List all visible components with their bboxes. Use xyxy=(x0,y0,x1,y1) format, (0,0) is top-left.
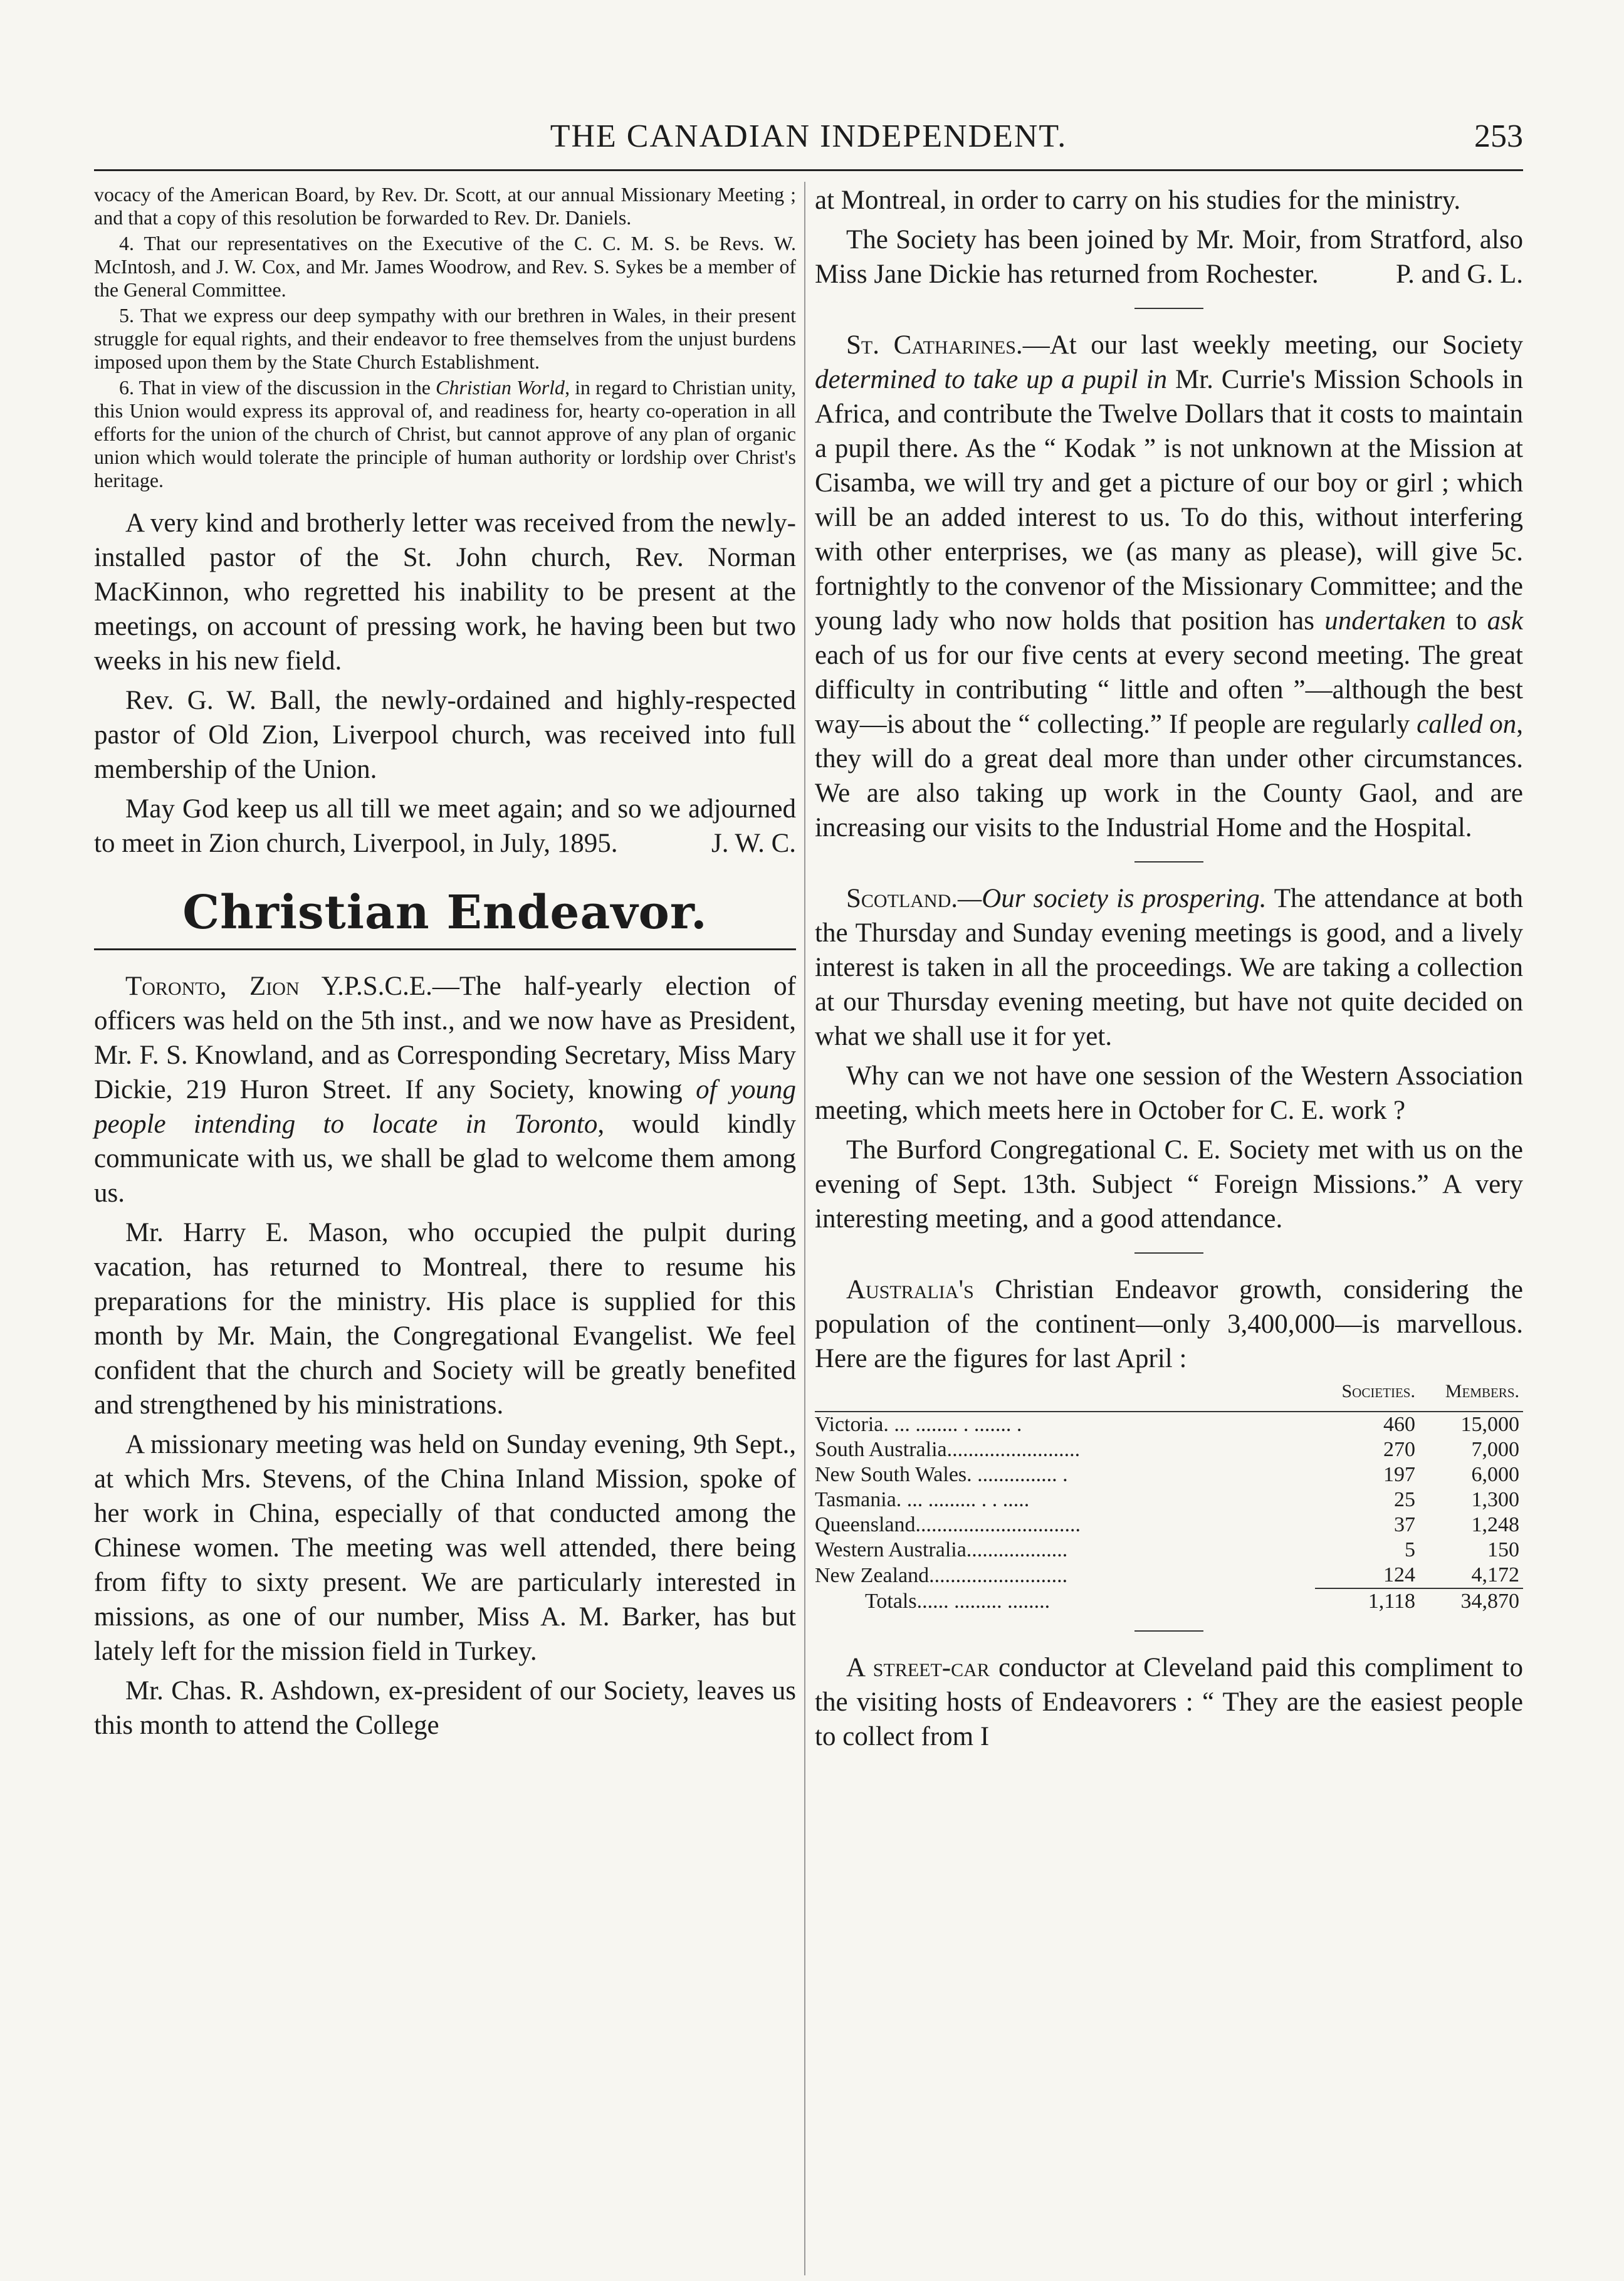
text-span: Mr. Currie's Mission Schools in Africa, and contribute the Twelve Dollars that it costs to maintain a pupil there. As the “ Kodak ” is not unknown at the Mission at Cisamba, we will try and get a picture of our boy or girl ; which will be an added interest to us. To do this, without interfering with other enterprises, we (as many as please), will give 5c. fortnightly to the convenor of the Missionary Committee; and the young lady who now holds that position has xyxy=(815,365,1523,636)
heading-rule xyxy=(94,948,796,950)
state-name: Western Australia................... xyxy=(815,1538,1068,1561)
members-count: 1,248 xyxy=(1471,1513,1519,1536)
paragraph-street-car xyxy=(815,1650,1523,1754)
table-header-row xyxy=(815,1381,1523,1412)
italic-span: called on xyxy=(1417,710,1517,739)
section-heading: Christian Endeavor. xyxy=(182,886,708,940)
table-body xyxy=(815,1412,1523,1588)
paragraph-mason: Mr. Harry E. Mason, who occupied the pulpit during vacation, has returned to Montreal, there to resume his preparations for the ministry. His place is supplied for this month by Mr. Main, the Congregational Evangelist. We feel confident that the church and Society will be greatly benefited and strengthened by his ministrations. xyxy=(94,1218,796,1420)
paragraph-moir xyxy=(815,223,1523,291)
paragraph-ashdown: Mr. Chas. R. Ashdown, ex-president of our Society, leaves us this month to attend the College xyxy=(94,1676,796,1740)
state-name: New South Wales. ............... . xyxy=(815,1463,1068,1486)
paragraph-australia xyxy=(815,1272,1523,1376)
lead-in: A street-car xyxy=(846,1653,990,1682)
italic-span: —Our society is prospering. xyxy=(958,884,1267,913)
paragraph-montreal: at Montreal, in order to carry on his studies for the ministry. xyxy=(815,186,1461,215)
text-span: Christian Endeavor growth, considering the population of the continent—only 3,400,000—is marvellous. Here are the figures for last April : xyxy=(815,1275,1523,1373)
page-header xyxy=(94,113,1523,171)
italic-span: ask xyxy=(1487,606,1523,636)
text-span: each of us for our five cents at every second meeting. The great difficulty in contributing “ little and often ”—although the best way—is about the “ collecting.” If people are regularly xyxy=(815,641,1523,739)
members-count: 15,000 xyxy=(1460,1413,1519,1436)
table-row xyxy=(815,1487,1523,1513)
text-span: 6. That in view of the discussion in the xyxy=(119,376,436,399)
paragraph-scotland xyxy=(815,881,1523,1054)
societies-count: 124 xyxy=(1383,1563,1415,1586)
text-span: , would kindly communicate with us, we shall be glad to welcome them among us. xyxy=(94,1109,796,1208)
societies-count: 37 xyxy=(1394,1513,1415,1536)
paragraph-letter: A very kind and brotherly letter was received from the newly-installed pastor of the St. John church, Rev. Norman MacKinnon, who regretted his inability to be present at the meetings, on account of pressing work, he having been but two weeks in his new field. xyxy=(94,508,796,676)
text-span: —At our last weekly meeting, our Society xyxy=(1022,330,1523,360)
state-name: South Australia......................... xyxy=(815,1438,1081,1461)
text-span: conductor at Cleveland paid this compliment to the visiting hosts of Endeavorers : “ They are the easiest people to collect from I xyxy=(815,1653,1523,1751)
running-title: THE CANADIAN INDEPENDENT. xyxy=(550,118,1067,154)
text-span: May God keep us all till we meet again; and so we adjourned to meet in Zion church, Liverpool, in July, 1895. xyxy=(94,794,796,858)
societies-count: 460 xyxy=(1383,1413,1415,1436)
societies-count: 270 xyxy=(1383,1438,1415,1461)
resolution-3-continued: vocacy of the American Board, by Rev. Dr. Scott, at our annual Missionary Meeting ; and that a copy of this resolution be forwarded to Rev. Dr. Daniels. xyxy=(94,183,796,229)
paragraph-toronto xyxy=(94,969,796,1210)
members-count: 6,000 xyxy=(1471,1463,1519,1486)
signature: J. W. C. xyxy=(711,829,796,858)
societies-count: 25 xyxy=(1394,1488,1415,1511)
section-separator xyxy=(1134,1252,1203,1254)
resolution-4: 4. That our representatives on the Executive of the C. C. M. S. be Revs. W. McIntosh, and J. W. Cox, and Mr. James Woodrow, and Rev. S. Sykes be a member of the General Committee. xyxy=(94,232,796,301)
column-divider xyxy=(804,182,805,2275)
italic-span: determined to take up a pupil in xyxy=(815,365,1168,394)
paragraph-closing xyxy=(94,792,796,861)
members-count: 150 xyxy=(1487,1538,1519,1561)
text-span: , in regard to Christian unity, this Union would express its approval of, and readiness for, hearty co-operation in all efforts for the union of the church of Christ, but cannot approve of any plan of organic union which would tolerate the principle of human authority or lordship over Christ's heritage. xyxy=(94,376,797,491)
totals-members: 34,870 xyxy=(1419,1588,1523,1614)
lead-in: St. Catharines. xyxy=(846,330,1023,360)
resolution-6 xyxy=(94,376,796,492)
state-name: New Zealand.......................... xyxy=(815,1563,1068,1587)
societies-count: 197 xyxy=(1383,1463,1415,1486)
section-separator xyxy=(1134,308,1203,309)
paragraph-western-association: Why can we not have one session of the Western Association meeting, which meets here in October for C. E. work ? xyxy=(815,1061,1523,1125)
left-column xyxy=(94,183,796,1748)
state-name: Tasmania. ... ......... . . ..... xyxy=(815,1488,1030,1511)
col-header-societies: Societies. xyxy=(1341,1381,1415,1402)
table-row xyxy=(815,1563,1523,1588)
text-span: to xyxy=(1445,606,1487,636)
members-count: 4,172 xyxy=(1471,1563,1519,1586)
table-row xyxy=(815,1538,1523,1563)
section-separator xyxy=(1134,861,1203,863)
state-name: Queensland............................... xyxy=(815,1513,1081,1536)
paragraph-missionary-meeting: A missionary meeting was held on Sunday evening, 9th Sept., at which Mrs. Stevens, of the China Inland Mission, spoke of her work in China, especially of that conducted among the Chinese women. The meeting was well attended, there being from fifty to sixty present. We are particularly interested in missions, as one of our number, Miss A. M. Barker, has but lately left for the mission field in Turkey. xyxy=(94,1430,796,1666)
italic-span: undertaken xyxy=(1324,606,1446,636)
table-row xyxy=(815,1513,1523,1538)
societies-count: 5 xyxy=(1405,1538,1415,1561)
table-header-blank xyxy=(815,1381,1315,1412)
text-span: —The half-yearly election of officers was held on the 5th inst., and we now have as President, Mr. F. S. Knowland, and as Corresponding Secretary, Miss Mary Dickie, 219 Huron Street. If any Society, knowing xyxy=(94,972,796,1104)
lead-in: Scotland. xyxy=(846,884,958,913)
members-count: 1,300 xyxy=(1471,1488,1519,1511)
members-count: 7,000 xyxy=(1471,1438,1519,1461)
lead-in: Australia's xyxy=(846,1275,974,1304)
paragraph-burford: The Burford Congregational C. E. Society met with us on the evening of Sept. 13th. Subject “ Foreign Missions.” A very interesting meeting, and a good attendance. xyxy=(815,1135,1523,1234)
table-row xyxy=(815,1412,1523,1437)
table-row xyxy=(815,1437,1523,1462)
endeavor-statistics-table xyxy=(815,1381,1523,1614)
totals-societies: 1,118 xyxy=(1315,1588,1419,1614)
paragraph-ball: Rev. G. W. Ball, the newly-ordained and highly-respected pastor of Old Zion, Liverpool church, was received into full membership of the Union. xyxy=(94,686,796,784)
totals-row xyxy=(815,1588,1523,1614)
italic-span: Christian World xyxy=(435,376,565,399)
text-span: The attendance at both the Thursday and Sunday evening meetings is good, and a lively interest is taken in all the proceedings. We are taking a collection at our Thursday evening meeting, but have not quite decided on what we shall use it for yet. xyxy=(815,884,1524,1051)
signature: P. and G. L. xyxy=(1395,260,1523,289)
paragraph-st-catharines xyxy=(815,328,1523,845)
text-span: The Society has been joined by Mr. Moir, from Stratford, also Miss Jane Dickie has returned from Rochester. xyxy=(815,225,1523,289)
state-name: Victoria. ... ........ . ....... . xyxy=(815,1413,1022,1436)
italic-span: of young people intending to locate in Toronto xyxy=(94,1075,796,1139)
text-span: , they will do a great deal more than under other circumstances. We are also taking up work in the County Gaol, and are increasing our visits to the Industrial Home and the Hospital. xyxy=(815,710,1523,842)
lead-in: Toronto, Zion Y.P.S.C.E. xyxy=(125,972,432,1001)
table-row xyxy=(815,1462,1523,1487)
page-number: 253 xyxy=(1474,118,1523,154)
right-column xyxy=(815,183,1523,1759)
totals-label: Totals...... ......... ........ xyxy=(865,1589,1050,1613)
resolution-5: 5. That we express our deep sympathy with our brethren in Wales, in their present struggle for equal rights, and their endeavor to free themselves from the unjust burdens imposed upon them by the State Church Establishment. xyxy=(94,304,796,373)
section-separator xyxy=(1134,1630,1203,1632)
col-header-members: Members. xyxy=(1445,1381,1519,1402)
